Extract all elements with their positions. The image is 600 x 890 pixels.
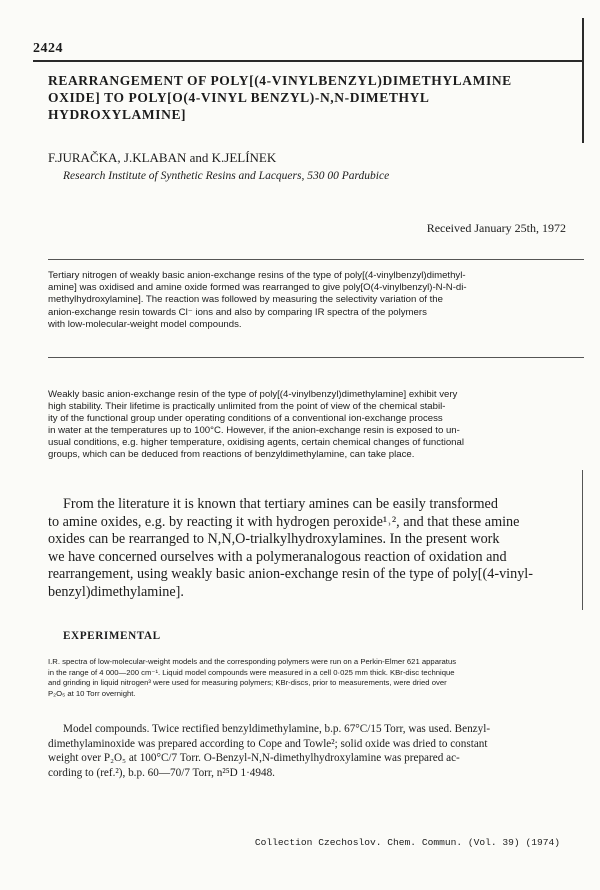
affiliation: Research Institute of Synthetic Resins and Lacquers, 530 00 Pardubice bbox=[63, 170, 390, 182]
intro-line: groups, which can be deduced from reactions of benzyldimethylamine, can take place. bbox=[48, 449, 415, 461]
section-heading-experimental: EXPERIMENTAL bbox=[63, 630, 161, 642]
authors: F.JURAČKA, J.KLABAN and K.JELÍNEK bbox=[48, 150, 277, 165]
journal-footer: Collection Czechoslov. Chem. Commun. (Vol. 39) (1974) bbox=[254, 837, 560, 848]
abstract bbox=[48, 270, 584, 331]
received-date: Received January 25th, 1972 bbox=[426, 221, 566, 235]
title-line: REARRANGEMENT OF POLY[(4-VINYLBENZYL)DIMETHYLAMINE bbox=[48, 73, 512, 88]
margin-rule bbox=[582, 18, 584, 143]
main-line: From the literature it is known that tertiary amines can be easily transformed bbox=[63, 496, 498, 512]
model-compounds-paragraph bbox=[48, 722, 584, 780]
abstract-line: methylhydroxylamine]. The reaction was followed by measuring the selectivity variation of the bbox=[48, 294, 443, 306]
note-line: P₂O₅ at 10 Torr overnight. bbox=[48, 688, 136, 698]
note-line: and grinding in liquid nitrogen³ were used for measuring polymers; KBr-discs, prior to measurements, were dried over bbox=[48, 678, 447, 688]
abstract-line: Tertiary nitrogen of weakly basic anion-exchange resins of the type of poly[(4-vinylbenzyl)dimethyl- bbox=[48, 270, 466, 281]
main-line: we have concerned ourselves with a polymeranalogous reaction of oxidation and bbox=[48, 548, 507, 565]
intro-line: high stability. Their lifetime is practically unlimited from the point of view of the chemical stabil- bbox=[48, 401, 446, 413]
note-line: I.R. spectra of low-molecular-weight models and the corresponding polymers were run on a Perkin-Elmer 621 apparatus bbox=[48, 657, 457, 666]
intro-line: ity of the functional group under operating conditions of a conventional ion-exchange process bbox=[48, 413, 443, 425]
page-number: 2424 bbox=[33, 41, 63, 56]
model-line: dimethylaminoxide was prepared according to Cope and Towle²; solid oxide was dried to constant bbox=[48, 737, 488, 750]
model-line: Model compounds. Twice rectified benzyldimethylamine, b.p. 67°C/15 Torr, was used. Benzyl- bbox=[63, 723, 491, 735]
abstract-line: with low-molecular-weight model compounds. bbox=[48, 318, 242, 330]
intro-line: in water at the temperatures up to 100°C. However, if the anion-exchange resin is exposed to un- bbox=[48, 425, 460, 437]
title-line: OXIDE] TO POLY[O(4-VINYL BENZYL)-N,N-DIMETHYL bbox=[48, 90, 430, 105]
model-line: cording to (ref.²), b.p. 60—70/7 Torr, n²⁵D 1·4948. bbox=[48, 766, 275, 779]
header-rule bbox=[33, 60, 582, 62]
intro-line: usual conditions, e.g. higher temperature, oxidising agents, certain chemical changes of functional bbox=[48, 437, 464, 449]
abstract-line: anion-exchange resin towards Cl⁻ ions and also by comparing IR spectra of the polymers bbox=[48, 306, 427, 318]
abstract-top-rule bbox=[48, 259, 584, 260]
article-title bbox=[48, 72, 568, 123]
main-line: benzyl)dimethylamine]. bbox=[48, 583, 184, 600]
title-line: HYDROXYLAMINE] bbox=[48, 107, 187, 122]
model-line: weight over P₂O₅ at 100°C/7 Torr. O-Benzyl-N,N-dimethylhydroxylamine was prepared ac- bbox=[48, 752, 460, 765]
experimental-note bbox=[48, 657, 584, 699]
main-paragraph bbox=[48, 496, 584, 602]
main-line: rearrangement, using weakly basic anion-exchange resin of the type of poly[(4-vinyl- bbox=[48, 566, 533, 583]
abstract-line: amine] was oxidised and amine oxide formed was rearranged to give poly[O(4-vinylbenzyl)-N-N-di- bbox=[48, 282, 467, 294]
abstract-bottom-rule bbox=[48, 357, 584, 358]
main-line: oxides can be rearranged to N,N,O-trialkylhydroxylamines. In the present work bbox=[48, 531, 500, 548]
intro-paragraph bbox=[48, 389, 584, 462]
intro-line: Weakly basic anion-exchange resin of the type of poly[(4-vinylbenzyl)dimethylamine] exhibit very bbox=[48, 389, 458, 400]
main-line: to amine oxides, e.g. by reacting it with hydrogen peroxide¹˒², and that these amine bbox=[48, 513, 520, 530]
note-line: in the range of 4 000—200 cm⁻¹. Liquid model compounds were measured in a cell 0·025 mm thick. KBr-disc technique bbox=[48, 667, 455, 677]
